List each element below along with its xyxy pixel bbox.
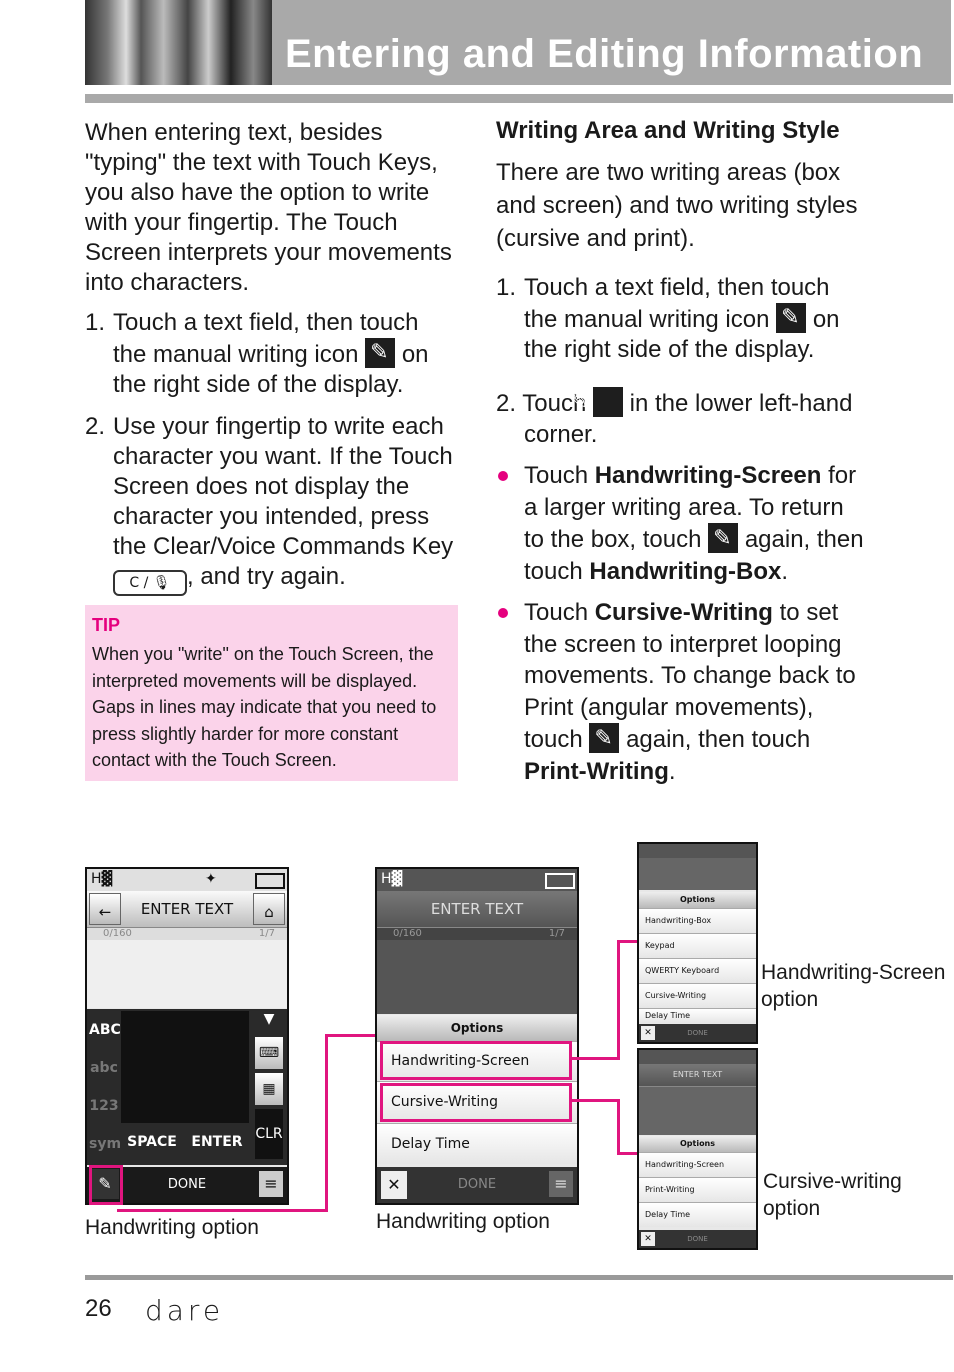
pen-icon (589, 723, 619, 753)
bottom-bar (639, 1024, 756, 1042)
counter-right: 1/7 (548, 928, 565, 939)
tip-box (85, 605, 458, 781)
connector-line (617, 940, 637, 943)
option-print-writing[interactable]: Print-Writing (639, 1177, 756, 1202)
options-header: Options (377, 1015, 577, 1041)
tip-text: When you "write" on the Touch Screen, the interpreted movements will be displayed. Gaps in lines may indicate that you need to press slightly harder for more constant contact with the Touch Screen. (92, 644, 437, 770)
step-number: 1. (85, 309, 106, 336)
left-step-1 (85, 308, 457, 400)
title-bar (377, 891, 577, 928)
options-header: Options (639, 1136, 756, 1152)
close-icon[interactable]: ✕ (641, 1232, 655, 1246)
screen-title: ENTER TEXT (430, 900, 524, 918)
caption-screen-3: Handwriting-Screen option (761, 961, 946, 1011)
bullet-cursive-writing (496, 597, 868, 787)
bullet-text: for a larger writing area. To return to the box, touch (524, 462, 857, 553)
battery-icon (545, 873, 575, 889)
status-bar (87, 869, 287, 891)
bluetooth-icon: ✦ (205, 871, 217, 887)
connector-line (617, 940, 620, 1060)
status-bar (639, 844, 756, 858)
option-handwriting-screen[interactable]: Handwriting-Screen (377, 1041, 577, 1080)
bottom-bar (377, 1167, 577, 1203)
connector-line (569, 1057, 619, 1060)
char-counter (377, 928, 577, 940)
title-bar (87, 891, 287, 928)
bullet-text: . (668, 757, 676, 785)
bullet-handwriting-screen (496, 460, 868, 587)
step-number: 2. (85, 413, 106, 440)
step-text: Touch a text field, then touch the manual writing icon (524, 274, 830, 333)
step-text: 2. Touch (496, 390, 587, 417)
clr-key[interactable]: CLR (255, 1109, 283, 1159)
battery-icon (255, 873, 285, 889)
menu-icon[interactable]: ≡ (259, 1171, 283, 1197)
keypad-icon[interactable]: ▦ (255, 1073, 283, 1105)
connector-line (117, 1209, 328, 1212)
counter-right: 1/7 (258, 928, 275, 939)
bullet-bold: Handwriting-Box (589, 557, 782, 585)
bullet-icon (498, 471, 508, 481)
status-bar (639, 1050, 756, 1064)
dimmed-area (377, 940, 577, 1014)
dare-logo: dare (145, 1294, 225, 1327)
step-text: Use your fingertip to write each character you want. If the Touch Screen does not display the character you intended, press the Clear/Voice Commands Key (113, 413, 454, 560)
pen-icon (365, 338, 395, 368)
right-step-2 (496, 387, 868, 450)
page-number: 26 (85, 1295, 112, 1322)
counter-left: 0/160 (103, 928, 132, 939)
tip-label: TIP (92, 615, 121, 635)
writing-panel (87, 1009, 287, 1165)
done-button[interactable]: DONE (687, 1029, 708, 1037)
bullet-bold: Print-Writing (524, 757, 669, 785)
step-text: in the lower left-hand corner. (524, 390, 853, 448)
char-counter (87, 928, 287, 940)
left-column (85, 118, 457, 596)
option-keypad[interactable]: Keypad (639, 933, 756, 958)
counter-left: 0/160 (393, 928, 422, 939)
pen-icon (593, 387, 623, 417)
screen-cursive-writing-options (637, 1048, 758, 1250)
option-qwerty-keyboard[interactable]: QWERTY Keyboard (639, 958, 756, 983)
menu-icon[interactable]: ≡ (549, 1171, 573, 1197)
bullet-text: again, then touch (524, 526, 864, 585)
connector-line (325, 1034, 380, 1037)
page-header (85, 0, 951, 85)
bottom-bar (639, 1230, 756, 1248)
mode-key-abc[interactable]: ABC (89, 1022, 121, 1038)
connector-line (617, 1152, 637, 1155)
back-icon[interactable]: ← (89, 893, 121, 925)
signal-icon: 𝖧▓ (381, 871, 403, 887)
keyboard-icon[interactable]: ⌨ (255, 1037, 283, 1069)
bullet-text: to set the screen to interpret looping movements. To change back to Print (angular movements), touch (524, 599, 856, 753)
highlight-handwriting-screen (380, 1041, 572, 1080)
title-bar (639, 1064, 756, 1087)
bullet-text: again, then touch (626, 726, 811, 753)
screen-title: ENTER TEXT (140, 900, 234, 918)
screen-title: ENTER TEXT (672, 1070, 723, 1079)
caption-screen-2: Handwriting option (376, 1210, 550, 1233)
option-handwriting-screen[interactable]: Handwriting-Screen (639, 1152, 756, 1177)
step-text: on the right side of the display. (113, 341, 429, 398)
bullet-bold: Cursive-Writing (594, 599, 773, 626)
text-area[interactable] (87, 940, 287, 1008)
dimmed-area (639, 1087, 756, 1135)
done-button[interactable]: DONE (687, 1235, 708, 1243)
writing-box[interactable] (121, 1011, 249, 1123)
option-delay-time[interactable]: Delay Time (639, 1202, 756, 1227)
right-intro: There are two writing areas (box and screen) and two writing styles (cursive and print). (496, 159, 858, 252)
screen-handwriting-box (85, 867, 289, 1205)
page-title: Entering and Editing Information (285, 32, 924, 76)
highlight-pen-icon (89, 1165, 123, 1205)
collapse-icon[interactable]: ▼ (263, 1011, 275, 1027)
option-delay-time[interactable]: Delay Time (377, 1123, 577, 1164)
clear-voice-key-icon: C / 🎙 (113, 570, 187, 596)
done-button[interactable]: DONE (457, 1177, 497, 1192)
close-icon[interactable]: ✕ (381, 1171, 407, 1199)
caption-screen-4: Cursive-writing option (763, 1170, 902, 1220)
connector-line (325, 1034, 328, 1212)
option-cursive-writing[interactable]: Cursive-Writing (377, 1081, 577, 1122)
signal-icon: 𝖧▓ (91, 871, 113, 887)
done-button[interactable]: DONE (167, 1177, 207, 1192)
left-intro: When entering text, besides "typing" the text with Touch Keys, you also have the option to write with your fingertip. The Touch Screen interprets your movements into characters. (85, 119, 452, 296)
close-icon[interactable]: ✕ (641, 1026, 655, 1040)
enter-key[interactable]: ENTER (191, 1134, 243, 1150)
bullet-text: . (781, 557, 789, 585)
pen-icon (776, 303, 806, 333)
mode-key-123[interactable]: 123 (89, 1098, 119, 1114)
left-step-2 (85, 412, 457, 596)
right-step-1 (496, 273, 868, 365)
screen-handwriting-screen-options (637, 842, 758, 1044)
footer-divider (85, 1275, 953, 1280)
connector-line (569, 1099, 619, 1102)
option-delay-time[interactable]: Delay Time (639, 1008, 756, 1023)
step-text: Touch a text field, then touch the manual writing icon (113, 309, 419, 368)
mode-key-sym[interactable]: sym (89, 1136, 122, 1152)
header-divider (85, 94, 953, 103)
pen-icon (708, 523, 738, 553)
options-header: Options (639, 892, 756, 908)
space-key[interactable]: SPACE (127, 1134, 177, 1150)
screen-options-menu (375, 867, 579, 1205)
option-handwriting-box[interactable]: Handwriting-Box (639, 908, 756, 933)
option-cursive-writing[interactable]: Cursive-Writing (639, 983, 756, 1008)
bullet-bold: Handwriting-Screen (594, 462, 822, 489)
status-bar (377, 869, 577, 891)
pen-icon[interactable]: ✎ (91, 1169, 119, 1199)
dimmed-area (639, 858, 756, 890)
mode-keys (89, 1011, 122, 1163)
caption-screen-1: Handwriting option (85, 1216, 259, 1239)
bullet-icon (498, 608, 508, 618)
highlight-cursive-writing (380, 1083, 572, 1122)
header-photo (85, 0, 272, 85)
section-heading: Writing Area and Writing Style (496, 117, 840, 144)
mode-key-abc-lower[interactable]: abc (90, 1060, 118, 1076)
step-text: on the right side of the display. (524, 306, 840, 363)
step-text: , and try again. (187, 563, 346, 590)
bullet-text: Touch (524, 462, 589, 489)
connector-line (617, 1099, 620, 1154)
step-number: 1. (496, 274, 517, 301)
right-column (496, 116, 868, 797)
home-icon[interactable]: ⌂ (253, 893, 285, 925)
bullet-text: Touch (524, 599, 589, 626)
